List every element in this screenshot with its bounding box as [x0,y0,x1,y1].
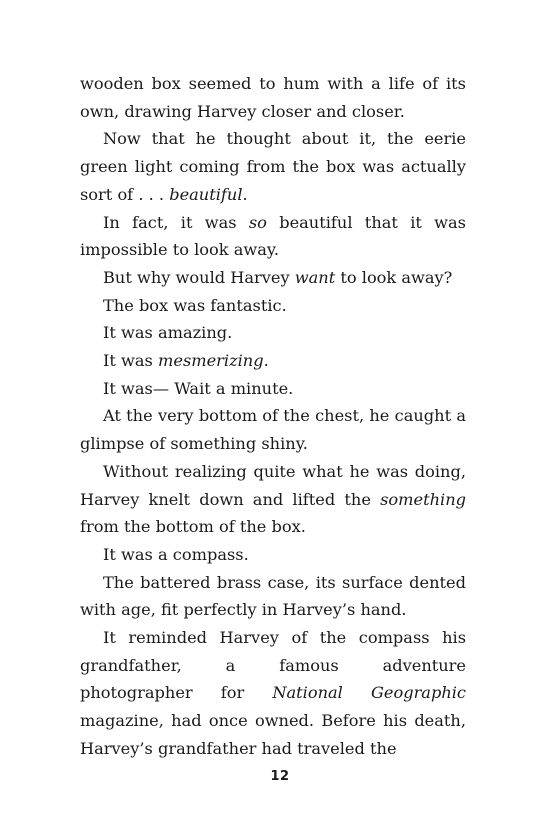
text-run: from the bottom of the box. [80,517,306,537]
page-body [80,70,466,763]
italic-run: want [294,267,336,287]
paragraph [80,402,466,457]
text-run: It reminded Harvey of the compass his grandfather, a famous adventure photographer for [80,628,466,703]
italic-run: mesmerizing [158,351,264,371]
text-run: Without realizing quite what he was doing, Harvey knelt down and lifted the [80,461,466,509]
text-run: . [263,351,269,371]
italic-run: National Geographic [272,683,466,703]
paragraph [80,458,466,541]
paragraph [80,375,466,403]
text-run: The box was fantastic. [103,295,287,315]
text-run: But why would Harvey [103,267,295,287]
text-run: In fact, it was [103,212,249,232]
text-run: beautiful that it was impossible to look away. [80,212,466,260]
paragraph [80,125,466,208]
paragraph [80,569,466,624]
paragraph [80,264,466,292]
text-run: It was— Wait a minute. [103,378,294,398]
italic-run: beautiful [169,184,243,204]
text-run: Now that he thought about it, the eerie green light coming from the box was actually sort of . . . [80,129,466,204]
paragraph [80,292,466,320]
text-run: It was amazing. [103,323,233,343]
text-run: . [242,184,248,204]
text-run: It was [103,351,159,371]
text-run: magazine, had once owned. Before his death, Harvey’s grandfather had traveled the [80,711,466,758]
text-run: to look away? [335,267,453,287]
paragraph [80,624,466,763]
paragraph [80,319,466,347]
italic-run: so [248,212,267,232]
paragraph [80,70,466,125]
italic-run: something [380,489,466,509]
paragraph [80,209,466,264]
page-number: 12 [270,769,290,784]
text-run: It was a compass. [103,544,249,564]
text-run: At the very bottom of the chest, he caught a glimpse of something shiny. [80,406,466,454]
text-run: The battered brass case, its surface dented with age, fit perfectly in Harvey’s hand. [80,572,466,620]
paragraph [80,541,466,569]
text-run: wooden box seemed to hum with a life of its own, drawing Harvey closer and closer. [80,74,466,121]
paragraph [80,347,466,375]
